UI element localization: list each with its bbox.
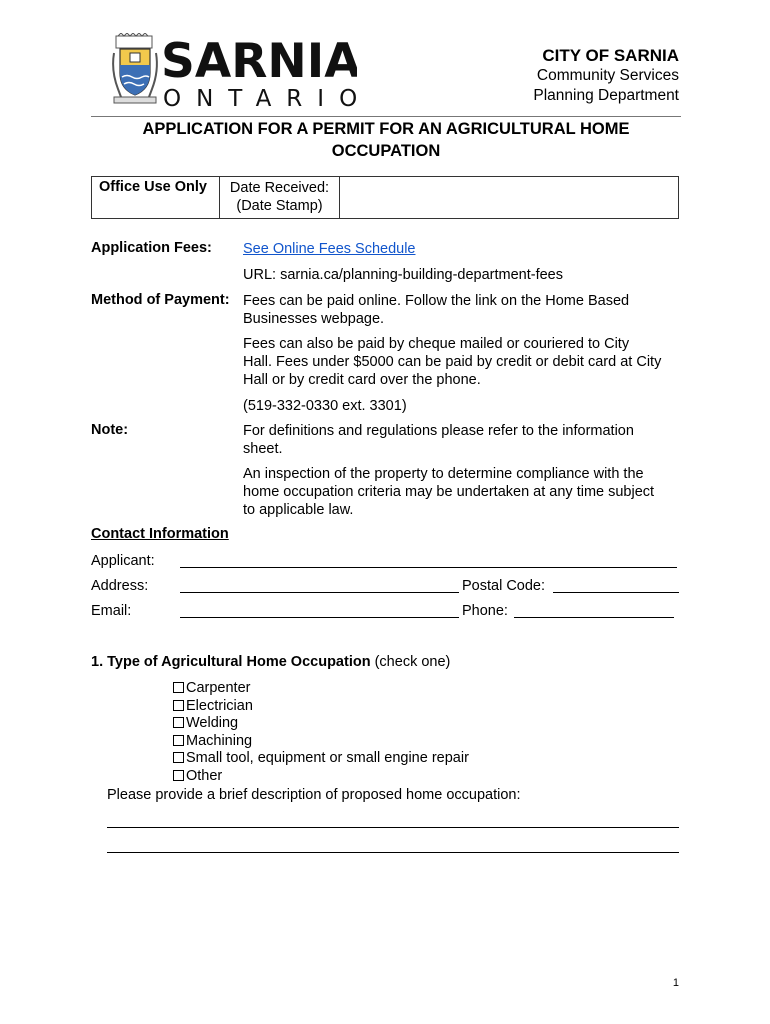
date-received-cell [220, 177, 340, 218]
payment-online-line-1: Fees can be paid online. Follow the link on the Home Based [243, 293, 630, 309]
note-definitions-text [243, 422, 683, 458]
payment-phone: (519-332-0330 ext. 3301) [243, 398, 407, 414]
checkbox-icon[interactable] [173, 752, 184, 763]
organization-block [533, 46, 679, 106]
section-1-heading [91, 654, 450, 670]
payment-cheque-line-2: Hall. Fees under $5000 can be paid by credit or debit card at City [243, 354, 662, 370]
note-label: Note: [91, 422, 129, 438]
fees-link-row [243, 240, 683, 258]
office-use-label: Office Use Only [92, 177, 220, 218]
postal-code-field[interactable] [553, 592, 679, 593]
fees-schedule-link[interactable]: See Online Fees Schedule [243, 241, 416, 257]
payment-online-text [243, 292, 683, 328]
note-inspection-line-3: to applicable law. [243, 502, 354, 518]
checkbox-option-carpenter[interactable] [173, 680, 250, 698]
date-received-label: Date Received: [229, 180, 330, 196]
checkbox-icon[interactable] [173, 717, 184, 728]
payment-cheque-line-1: Fees can also be paid by cheque mailed or couriered to City [243, 336, 630, 352]
description-field-line-1[interactable] [107, 827, 679, 828]
applicant-label: Applicant: [91, 553, 155, 569]
logo-subtext: ONTARIO [163, 86, 357, 108]
contact-heading: Contact Information [91, 526, 229, 542]
section-1-title: 1. Type of Agricultural Home Occupation [91, 654, 371, 670]
note-inspection-line-2: home occupation criteria may be undertaken at any time subject [243, 484, 655, 500]
checkbox-option-machining[interactable] [173, 733, 252, 751]
department-line-2: Planning Department [533, 87, 679, 104]
date-stamp-label: (Date Stamp) [236, 198, 323, 214]
option-label: Other [186, 768, 223, 784]
city-name: CITY OF SARNIA [542, 46, 679, 65]
sarnia-logo [112, 33, 357, 108]
option-label: Electrician [186, 697, 253, 714]
payment-cheque-line-3: Hall or by credit card over the phone. [243, 372, 481, 388]
applicant-field[interactable] [180, 567, 677, 568]
note-inspection-line-1: An inspection of the property to determine compliance with the [243, 466, 644, 482]
address-label: Address: [91, 578, 149, 594]
logo-wordmark: SARNIA [161, 34, 357, 89]
option-label: Welding [186, 715, 239, 732]
application-fees-label: Application Fees: [91, 240, 212, 256]
date-stamp-field[interactable] [340, 177, 678, 218]
checkbox-option-welding[interactable] [173, 715, 238, 733]
address-field[interactable] [180, 592, 459, 593]
checkbox-icon[interactable] [173, 770, 184, 781]
checkbox-icon[interactable] [173, 735, 184, 746]
payment-online-line-2: Businesses webpage. [243, 311, 385, 327]
option-label: Machining [186, 732, 253, 749]
section-1-instruction: (check one) [370, 654, 451, 670]
email-field[interactable] [180, 617, 459, 618]
title-line-2: OCCUPATION [331, 142, 441, 160]
option-label: Carpenter [186, 680, 251, 696]
phone-field[interactable] [514, 617, 674, 618]
payment-method-label: Method of Payment: [91, 292, 230, 308]
fees-url: URL: sarnia.ca/planning-building-department-fees [243, 267, 563, 283]
checkbox-icon[interactable] [173, 700, 184, 711]
email-label: Email: [91, 603, 132, 619]
note-definitions-line-1: For definitions and regulations please refer to the information [243, 423, 634, 439]
checkbox-option-small-tool-repair[interactable] [173, 750, 469, 768]
header-divider [91, 116, 681, 117]
postal-code-label: Postal Code: [462, 578, 546, 594]
phone-label: Phone: [462, 603, 508, 619]
description-field-line-2[interactable] [107, 852, 679, 853]
page-number: 1 [672, 977, 679, 989]
office-use-table [91, 176, 679, 219]
checkbox-icon[interactable] [173, 682, 184, 693]
document-title [91, 118, 681, 162]
payment-cheque-text [243, 335, 683, 389]
checkbox-option-other[interactable] [173, 768, 222, 786]
department-line-1: Community Services [536, 67, 679, 84]
checkbox-option-electrician[interactable] [173, 698, 253, 716]
title-line-1: APPLICATION FOR A PERMIT FOR AN AGRICULTURAL HOME [142, 120, 630, 138]
coat-of-arms-icon [112, 33, 357, 108]
note-definitions-line-2: sheet. [243, 441, 283, 457]
option-label: Small tool, equipment or small engine repair [186, 750, 469, 767]
description-prompt: Please provide a brief description of proposed home occupation: [107, 787, 521, 803]
note-inspection-text [243, 465, 683, 519]
